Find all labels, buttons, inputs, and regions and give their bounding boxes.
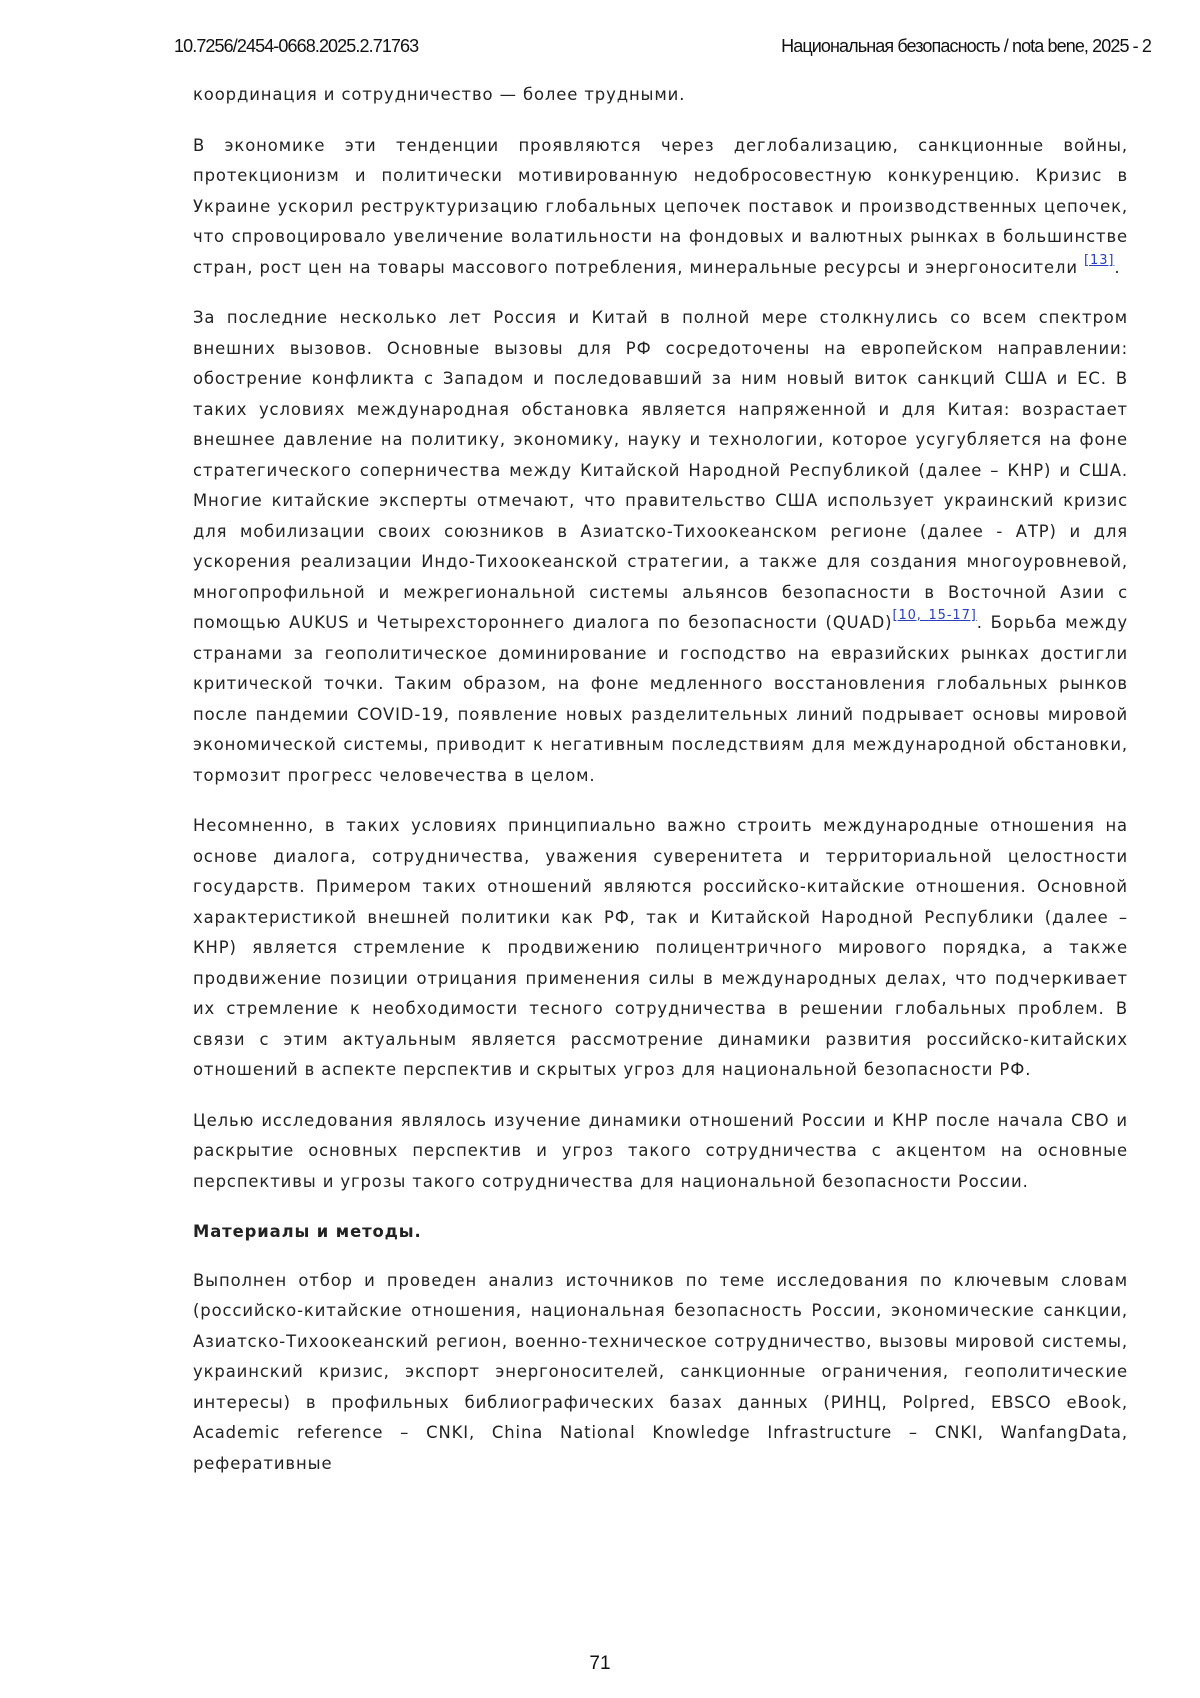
paragraph-text-end: . — [1114, 257, 1121, 277]
paragraph-international-relations: Несомненно, в таких условиях принципиально важно строить международные отношения на основе диалога, сотрудничества, уважения суверенитета и территориальной целостности государств. Примером таких отношений являются российско-китайские отношения. Основной характеристикой внешней политики как РФ, так и Китайской Народной Республики (далее – КНР) является стремление к продвижению полицентричного мирового порядка, а также продвижение позиции отрицания применения силы в международных делах, что подчеркивает их стремление к необходимости тесного сотрудничества в решении глобальных проблем. В связи с этим актуальным является рассмотрение динамики развития российско-китайских отношений в аспекте перспектив и скрытых угроз для национальной безопасности РФ. — [193, 816, 1128, 1079]
citation-link[interactable]: [13] — [1084, 252, 1115, 268]
running-header — [0, 36, 1200, 62]
paragraph-text: За последние несколько лет Россия и Китай в полной мере столкнулись со всем спектром внешних вызовов. Основные вызовы для РФ сосредоточены на европейском направлении: обострение конфликта с Западом и последовавший за ним новый виток санкций США и ЕС. В таких условиях международная обстановка является напряженной и для Китая: возрастает внешнее давление на политику, экономику, науку и технологии, которое усугубляется на фоне стратегического соперничества между Китайской Народной Республикой (далее – КНР) и США. Многие китайские эксперты отмечают, что правительство США использует украинский кризис для мобилизации своих союзников в Азиатско-Тихоокеанском регионе (далее - АТР) и для ускорения реализации Индо-Тихоокеанской стратегии, а также для создания многоуровневой, многопрофильной и межрегиональной системы альянсов безопасности в Восточной Азии с помощью AUKUS и Четырехстороннего диалога по безопасности (QUAD) — [193, 308, 1128, 632]
paragraph-methods: Выполнен отбор и проведен анализ источников по теме исследования по ключевым словам (российско-китайские отношения, национальная безопасность России, экономические санкции, Азиатско-Тихоокеанский регион, военно-техническое сотрудничество, вызовы мировой системы, украинский кризис, экспорт энергоносителей, санкционные ограничения, геополитические интересы) в профильных библиографических базах данных (РИНЦ, Polpred, EBSCO eBook, Academic reference – CNKI, China National Knowledge Infrastructure – CNKI, WanfangData, реферативные — [193, 1270, 1128, 1473]
paragraph-economy — [193, 131, 1128, 284]
journal-issue: Национальная безопасность / nota bene, 2025 - 2 — [781, 36, 1151, 56]
paragraph-text: В экономике эти тенденции проявляются через деглобализацию, санкционные войны, протекционизм и политически мотивированную недобросовестную конкуренцию. Кризис в Украине ускорил реструктуризацию глобальных цепочек поставок и производственных цепочек, что спровоцировало увеличение волатильности на фондовых и валютных рынках в большинстве стран, рост цен на товары массового потребления, минеральные ресурсы и энергоносители — [193, 135, 1128, 277]
article-body — [193, 80, 1128, 1499]
paragraph-text-end: . Борьба между странами за геополитическое доминирование и господство на евразийских рынках достигли критической точки. Таким образом, на фоне медленного восстановления глобальных рынков после пандемии COVID-19, появление новых разделительных линий подрывает основы мировой экономической системы, приводит к негативным последствиям для международной обстановки, тормозит прогресс человечества в целом. — [193, 613, 1129, 785]
paragraph-continuation: координация и сотрудничество — более трудными. — [193, 85, 686, 104]
citation-link[interactable]: [10, 15-17] — [892, 608, 977, 623]
paragraph-external-challenges — [193, 303, 1128, 791]
section-heading: Материалы и методы. — [193, 1222, 422, 1241]
paragraph-research-goal: Целью исследования являлось изучение динамики отношений России и КНР после начала СВО и раскрытие основных перспектив и угроз такого сотрудничества с акцентом на основные перспективы и угрозы такого сотрудничества для национальной безопасности России. — [193, 1110, 1128, 1191]
page-number: 71 — [589, 1653, 611, 1674]
article-doi: 10.7256/2454-0668.2025.2.71763 — [174, 36, 419, 56]
